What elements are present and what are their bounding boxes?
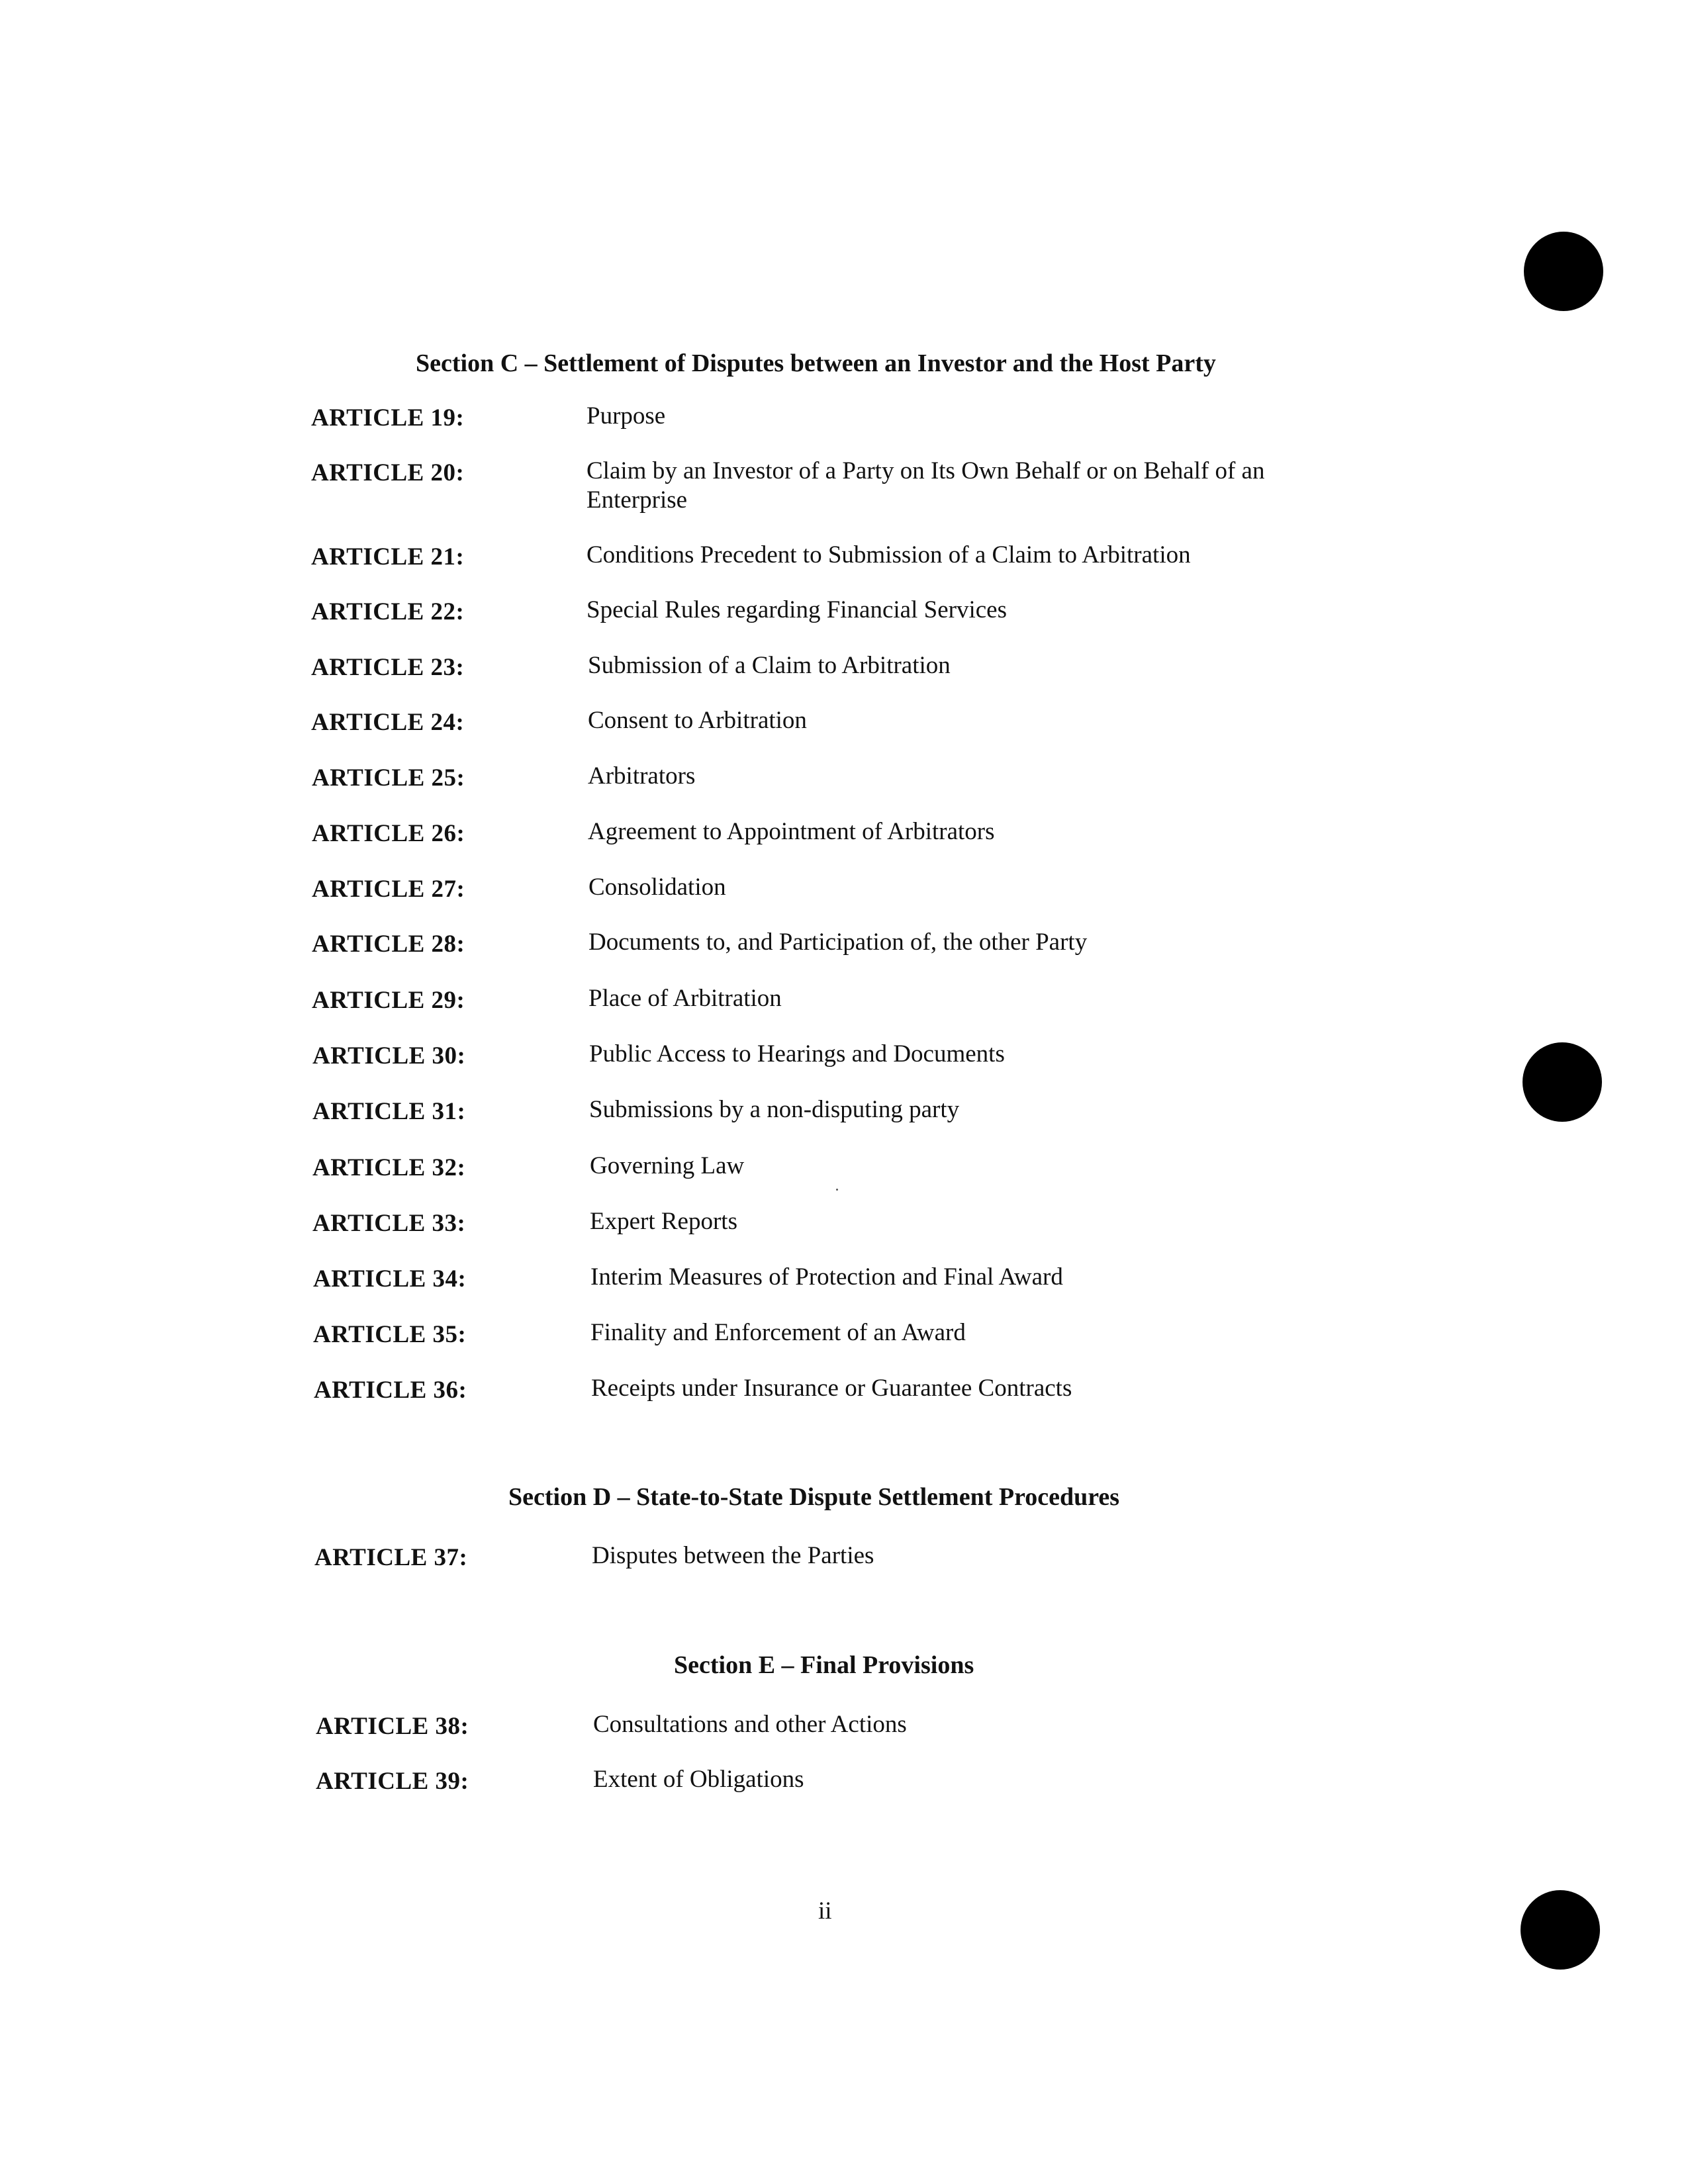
article-label: ARTICLE 34: [313,1265,467,1293]
article-title: Consolidation [588,874,726,901]
article-label: ARTICLE 19: [311,404,465,432]
section-e-heading: Section E – Final Provisions [674,1651,974,1679]
article-title: Place of Arbitration [588,985,782,1012]
page-number: ii [818,1897,832,1925]
article-label: ARTICLE 36: [314,1377,467,1404]
scan-speck [836,1189,838,1191]
article-label: ARTICLE 25: [312,764,465,792]
section-c-heading: Section C – Settlement of Disputes between an Investor and the Host Party [416,349,1216,377]
article-label: ARTICLE 20: [311,459,465,486]
article-label: ARTICLE 27: [312,876,465,903]
section-d-heading: Section D – State-to-State Dispute Settlement Procedures [508,1483,1120,1511]
article-label: ARTICLE 39: [316,1768,469,1795]
article-title: Purpose [586,402,666,430]
article-title: Submission of a Claim to Arbitration [588,652,951,679]
article-label: ARTICLE 35: [313,1321,467,1348]
article-label: ARTICLE 24: [311,709,465,736]
article-label: ARTICLE 38: [316,1713,469,1740]
article-title: Consent to Arbitration [588,707,807,734]
article-title: Claim by an Investor of a Party on Its Own Behalf or on Behalf of an Enterprise [586,457,1265,514]
article-label: ARTICLE 33: [312,1210,466,1237]
article-label: ARTICLE 22: [311,598,465,625]
article-title: Special Rules regarding Financial Services [586,596,1007,623]
article-title: Consultations and other Actions [593,1711,907,1738]
article-label: ARTICLE 29: [312,987,465,1014]
article-title: Finality and Enforcement of an Award [590,1319,966,1346]
article-title: Public Access to Hearings and Documents [589,1040,1005,1068]
article-title: Receipts under Insurance or Guarantee Contracts [591,1375,1072,1402]
article-title: Submissions by a non-disputing party [589,1096,960,1123]
punch-hole-bottom [1521,1890,1600,1970]
article-label: ARTICLE 37: [314,1544,468,1571]
article-title: Arbitrators [588,762,696,790]
article-label: ARTICLE 32: [312,1154,466,1181]
article-label: ARTICLE 21: [311,543,465,570]
article-title: Interim Measures of Protection and Final Award [590,1263,1063,1291]
article-title: Governing Law [590,1152,745,1179]
article-title: Agreement to Appointment of Arbitrators [588,818,995,845]
article-title: Extent of Obligations [593,1766,804,1793]
article-title: Documents to, and Participation of, the other Party [588,929,1088,956]
article-label: ARTICLE 26: [312,820,465,847]
article-label: ARTICLE 28: [312,931,465,958]
article-title: Conditions Precedent to Submission of a Claim to Arbitration [586,541,1191,569]
article-label: ARTICLE 23: [311,654,465,681]
article-title: Expert Reports [590,1208,737,1235]
punch-hole-top [1524,232,1603,311]
article-title: Disputes between the Parties [592,1542,874,1569]
article-label: ARTICLE 31: [312,1098,466,1125]
article-label: ARTICLE 30: [312,1042,466,1069]
